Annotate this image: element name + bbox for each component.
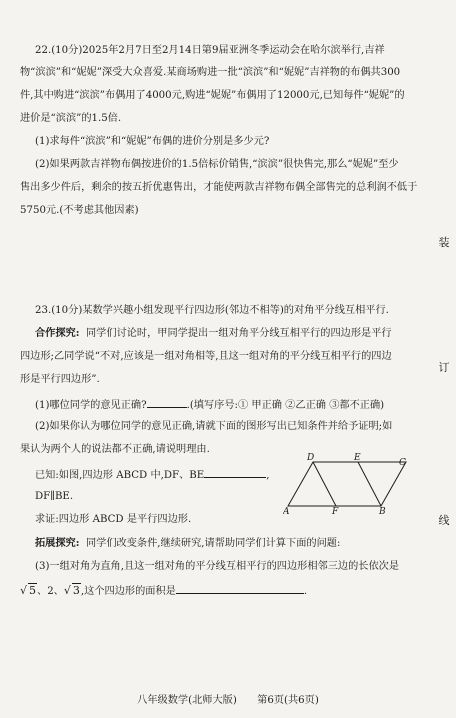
segment-be <box>358 462 381 506</box>
q23-known-line-1 <box>35 467 269 482</box>
q23-tuozhan <box>35 537 340 550</box>
answer-blank-1[interactable] <box>147 397 187 408</box>
hezuo-text: 同学们讨论时，甲同学提出一组对角平分线互相平行的四边形是平行 <box>86 328 392 339</box>
vertex-a-label: A <box>283 507 290 514</box>
known-text: 已知:如图,四边形 ABCD 中,DF、BE <box>35 470 205 481</box>
hezuo-label: 合作探究: <box>35 327 80 339</box>
q22-line-4: 进价是“滨滨”的1.5倍. <box>20 113 122 124</box>
q23-known-line-2: DF∥BE. <box>35 491 74 502</box>
binding-mark-zhuang: 装 <box>438 236 450 249</box>
q22-line-1: 22.(10分)2025年2月7日至2月14日第9届亚洲冬季运动会在哈尔滨举行,吉祥 <box>35 45 385 56</box>
sep-text: 、2、 <box>37 586 64 597</box>
page-footer: 八年级数学(北师大版) 第6页(共6页) <box>137 695 319 706</box>
q23-line-1: 23.(10分)某数学兴趣小组发现平行四边形(邻边不相等)的对角平分线互相平行. <box>35 305 389 316</box>
vertex-f-label: F <box>332 507 339 514</box>
q23-line-2 <box>35 327 392 340</box>
q23-sub2-line-2: 果认为两个人的说法都不正确,请说明理由. <box>20 444 210 455</box>
binding-mark-ding: 订 <box>438 361 450 374</box>
tuozhan-text: 同学们改变条件,继续研究,请帮助同学们计算下面的问题: <box>86 538 341 549</box>
q23-sub1-question: (1)哪位同学的意见正确? <box>35 400 147 411</box>
q22-sub1: (1)求每件“滨滨”和“妮妮”布偶的进价分别是多少元? <box>35 136 270 147</box>
q23-prove: 求证:四边形 ABCD 是平行四边形. <box>35 514 192 525</box>
q23-sub3-line-2 <box>20 583 307 598</box>
answer-blank-known[interactable] <box>204 467 266 478</box>
sub3-tail: ,这个四边形的面积是 <box>80 586 176 597</box>
segment-df <box>313 462 336 506</box>
q23-sub3-line-1: (3)一组对角为直角,且这一组对角的平分线互相平行的四边形相邻三边的长依次是 <box>35 561 400 572</box>
sub3-end: . <box>303 586 308 597</box>
q22-sub2-line-3: 5750元.(不考虑其他因素) <box>20 205 139 216</box>
tuozhan-label: 拓展探究: <box>35 537 80 549</box>
binding-mark-xian: 线 <box>438 514 450 527</box>
parallelogram-figure <box>283 452 413 514</box>
vertex-d-label: D <box>307 453 315 463</box>
q22-sub2-line-1: (2)如果两款吉祥物布偶按进价的1.5倍标价销售,“滨滨”很快售完,那么“妮妮”至少 <box>35 159 399 170</box>
q23-sub1-options: .(填写序号:① 甲正确 ②乙正确 ③都不正确) <box>186 400 385 411</box>
vertex-e-label: E <box>354 453 361 463</box>
known-comma: , <box>266 470 270 481</box>
q23-sub2-line-1: (2)如果你认为哪位同学的意见正确,请就下面的图形写出已知条件并给予证明;如 <box>35 421 393 432</box>
vertex-b-label: B <box>379 507 386 514</box>
q23-sub1 <box>35 397 384 412</box>
sqrt-3: √ 3 <box>63 584 80 597</box>
q22-sub2-line-2: 售出多少件后，剩余的按五折优惠售出，才能使两款吉祥物布偶全部售完的总利润不低于 <box>20 182 418 193</box>
q23-line-3: 四边形;乙同学说“不对,应该是一组对角相等,且这一组对角的平分线互相平行的四边 <box>20 351 392 362</box>
q23-line-4: 形是平行四边形”. <box>20 374 100 385</box>
parallelogram-abcd <box>288 462 406 506</box>
sqrt-5: √ 5 <box>20 584 37 597</box>
q22-line-2: 物“滨滨”和“妮妮”深受大众喜爱.某商场购进一批“滨滨”和“妮妮”吉祥物的布偶共300 <box>20 67 401 78</box>
vertex-c-label: C <box>399 458 406 468</box>
q22-line-3: 件,其中购进“滨滨”布偶用了4000元,购进“妮妮”布偶用了12000元,已知每件“妮妮”的 <box>20 90 405 101</box>
answer-blank-area[interactable] <box>176 583 304 594</box>
